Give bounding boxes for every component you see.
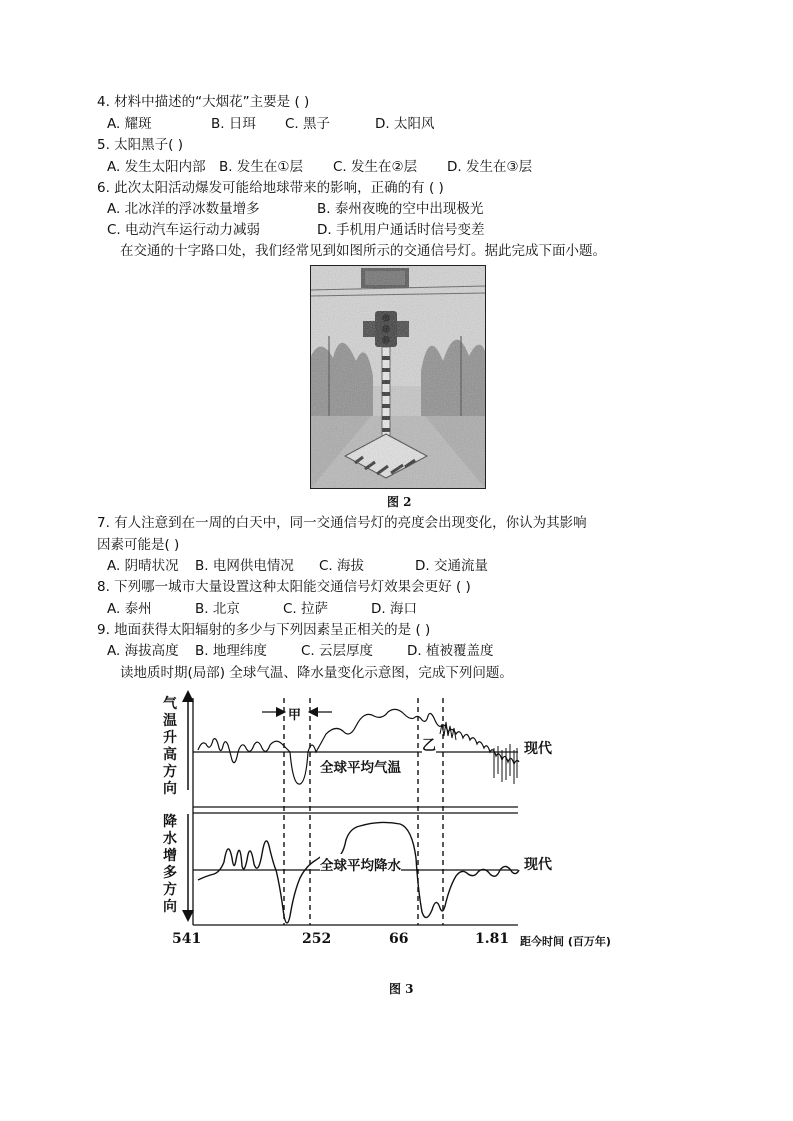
option-b: B. 地理纬度: [195, 643, 267, 659]
question-6-options-row2: [107, 221, 484, 239]
option-d: D. 发生在③层: [447, 159, 533, 175]
question-9-options: [107, 642, 493, 660]
question-4-options: [107, 115, 434, 133]
avg-temp-label: 全球平均气温: [320, 756, 401, 776]
tick-252: 252: [302, 931, 332, 947]
x-axis-label: 距今时间 (百万年): [520, 935, 611, 948]
question-7-stem: 7. 有人注意到在一周的白天中，同一交通信号灯的亮度会出现变化，你认为其影响: [97, 515, 587, 531]
option-b: B. 发生在①层: [219, 159, 303, 175]
option-d: D. 太阳风: [375, 116, 435, 132]
option-a: A. 北冰洋的浮冰数量增多: [107, 201, 260, 217]
option-b: B. 日珥: [211, 116, 256, 132]
intro-traffic-light: 在交通的十字路口处，我们经常见到如图所示的交通信号灯。据此完成下面小题。: [120, 243, 606, 259]
option-c: C. 电动汽车运行动力减弱: [107, 222, 261, 238]
option-a: A. 耀斑: [107, 116, 152, 132]
figure-3-diagram: [150, 690, 650, 955]
option-c: C. 海拔: [319, 558, 365, 574]
label-yi: 乙: [422, 735, 436, 755]
question-5-options: [107, 158, 532, 176]
option-a: A. 阴晴状况: [107, 558, 179, 574]
option-c: C. 黑子: [285, 116, 331, 132]
tick-66: 66: [389, 931, 409, 947]
option-d: D. 植被覆盖度: [407, 643, 494, 659]
option-d: D. 海口: [371, 601, 417, 617]
traffic-light-photo: [310, 265, 486, 489]
option-d: D. 手机用户通话时信号变差: [317, 222, 485, 238]
question-8-options: [107, 600, 417, 618]
question-7-stem-cont: 因素可能是( ): [97, 537, 180, 553]
intro-geologic-figure: 读地质时期(局部) 全球气温、降水量变化示意图，完成下列问题。: [120, 665, 513, 681]
avg-precip-label: 全球平均降水: [320, 854, 401, 874]
label-jia: 甲: [288, 704, 301, 723]
question-6-stem: 6. 此次太阳活动爆发可能给地球带来的影响，正确的有 ( ): [97, 180, 444, 196]
option-c: C. 发生在②层: [333, 159, 418, 175]
option-a: A. 海拔高度: [107, 643, 179, 659]
question-6-options-row1: [107, 200, 483, 218]
option-d: D. 交通流量: [415, 558, 488, 574]
option-a: A. 发生太阳内部: [107, 159, 206, 175]
question-9-stem: 9. 地面获得太阳辐射的多少与下列因素呈正相关的是 ( ): [97, 622, 431, 638]
option-b: B. 泰州夜晚的空中出现极光: [317, 201, 484, 217]
option-a: A. 泰州: [107, 601, 152, 617]
question-5-stem: 5. 太阳黑子( ): [97, 137, 183, 153]
modern-label-bottom: 现代: [524, 857, 552, 873]
question-8-stem: 8. 下列哪一城市大量设置这种太阳能交通信号灯效果会更好 ( ): [97, 579, 471, 595]
option-c: C. 拉萨: [283, 601, 329, 617]
temp-axis-label: 气 温 升 高 方 向: [163, 696, 177, 797]
option-b: B. 电网供电情况: [195, 558, 294, 574]
question-7-options: [107, 557, 488, 575]
figure-3-svg: [150, 690, 650, 955]
figure-3-caption: 图 3: [389, 982, 414, 996]
tick-541: 541: [172, 931, 202, 947]
figure-2-caption: 图 2: [387, 495, 412, 509]
question-4-stem: 4. 材料中描述的“大烟花”主要是 ( ): [97, 94, 310, 110]
modern-label-top: 现代: [524, 741, 552, 757]
option-c: C. 云层厚度: [301, 643, 374, 659]
precip-axis-label: 降 水 增 多 方 向: [163, 814, 177, 915]
tick-1-81: 1.81: [475, 931, 510, 947]
option-b: B. 北京: [195, 601, 240, 617]
